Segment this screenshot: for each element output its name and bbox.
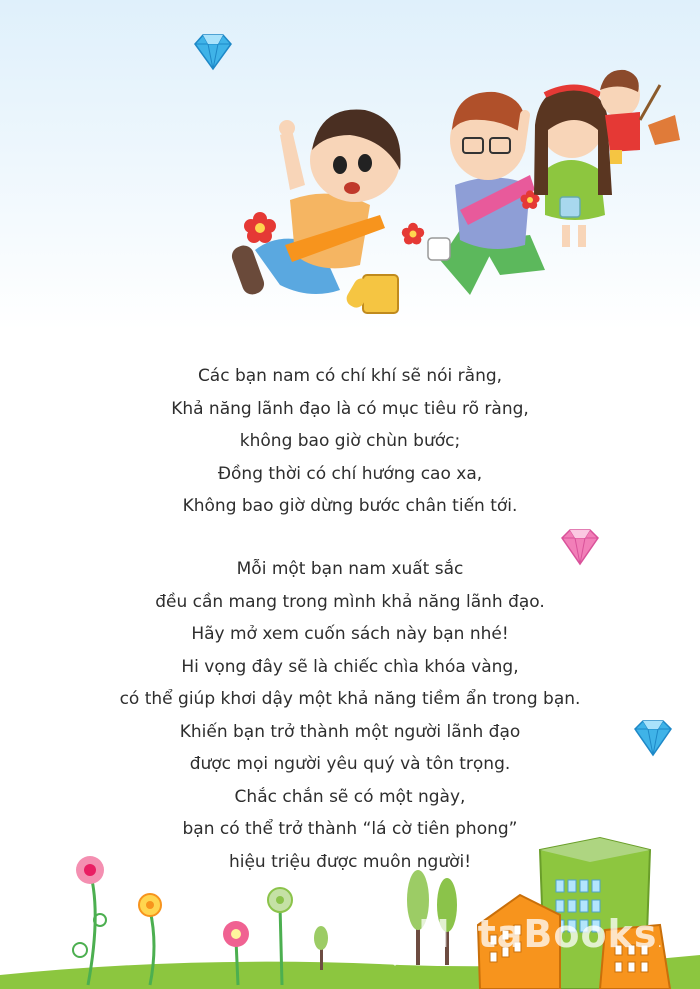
poem-line: hiệu triệu được muôn người! (228, 851, 472, 872)
children-illustration (229, 70, 680, 313)
watermark-brand: NetaBooks (418, 912, 658, 956)
poem-stanza-1 (0, 360, 700, 523)
poem-stanza-2 (0, 553, 700, 878)
small-boy-with-broom (600, 70, 680, 164)
poem-line: Hãy mở xem cuốn sách này bạn nhé! (191, 624, 509, 644)
poem-line: đều cần mang trong mình khả năng lãnh đạo. (155, 591, 545, 612)
poem-line: Chắc chắn sẽ có một ngày, (234, 786, 466, 807)
poem-line: bạn có thể trở thành “lá cờ tiên phong” (182, 819, 518, 839)
poem-line: có thể giúp khơi dậy một khả năng tiềm ẩn trong bạn. (119, 689, 581, 709)
poem-line: Không bao giờ dừng bước chân tiến tới. (182, 496, 518, 516)
poem-line: Mỗi một bạn nam xuất sắc (236, 559, 464, 579)
poem-line: Đồng thời có chí hướng cao xa, (217, 463, 483, 484)
red-flower-icon (402, 223, 424, 245)
watermark (418, 912, 682, 960)
poem-line: Khả năng lãnh đạo là có mục tiêu rõ ràng, (171, 398, 529, 419)
red-flower-icon (244, 212, 276, 243)
girl (534, 88, 612, 248)
poem-line: không bao giờ chùn bước; (239, 431, 461, 451)
watermark-suffix: .vn (657, 935, 683, 951)
poem-line: Hi vọng đây sẽ là chiếc chìa khóa vàng, (181, 656, 519, 677)
poem-line: Các bạn nam có chí khí sẽ nói rằng, (197, 366, 503, 386)
poem-line: Khiến bạn trở thành một người lãnh đạo (179, 721, 521, 742)
netabooks-logo-icon (380, 918, 410, 964)
poem-line: được mọi người yêu quý và tôn trọng. (189, 754, 511, 774)
boy-pointing (229, 110, 400, 314)
blue-diamond-icon (195, 35, 231, 69)
